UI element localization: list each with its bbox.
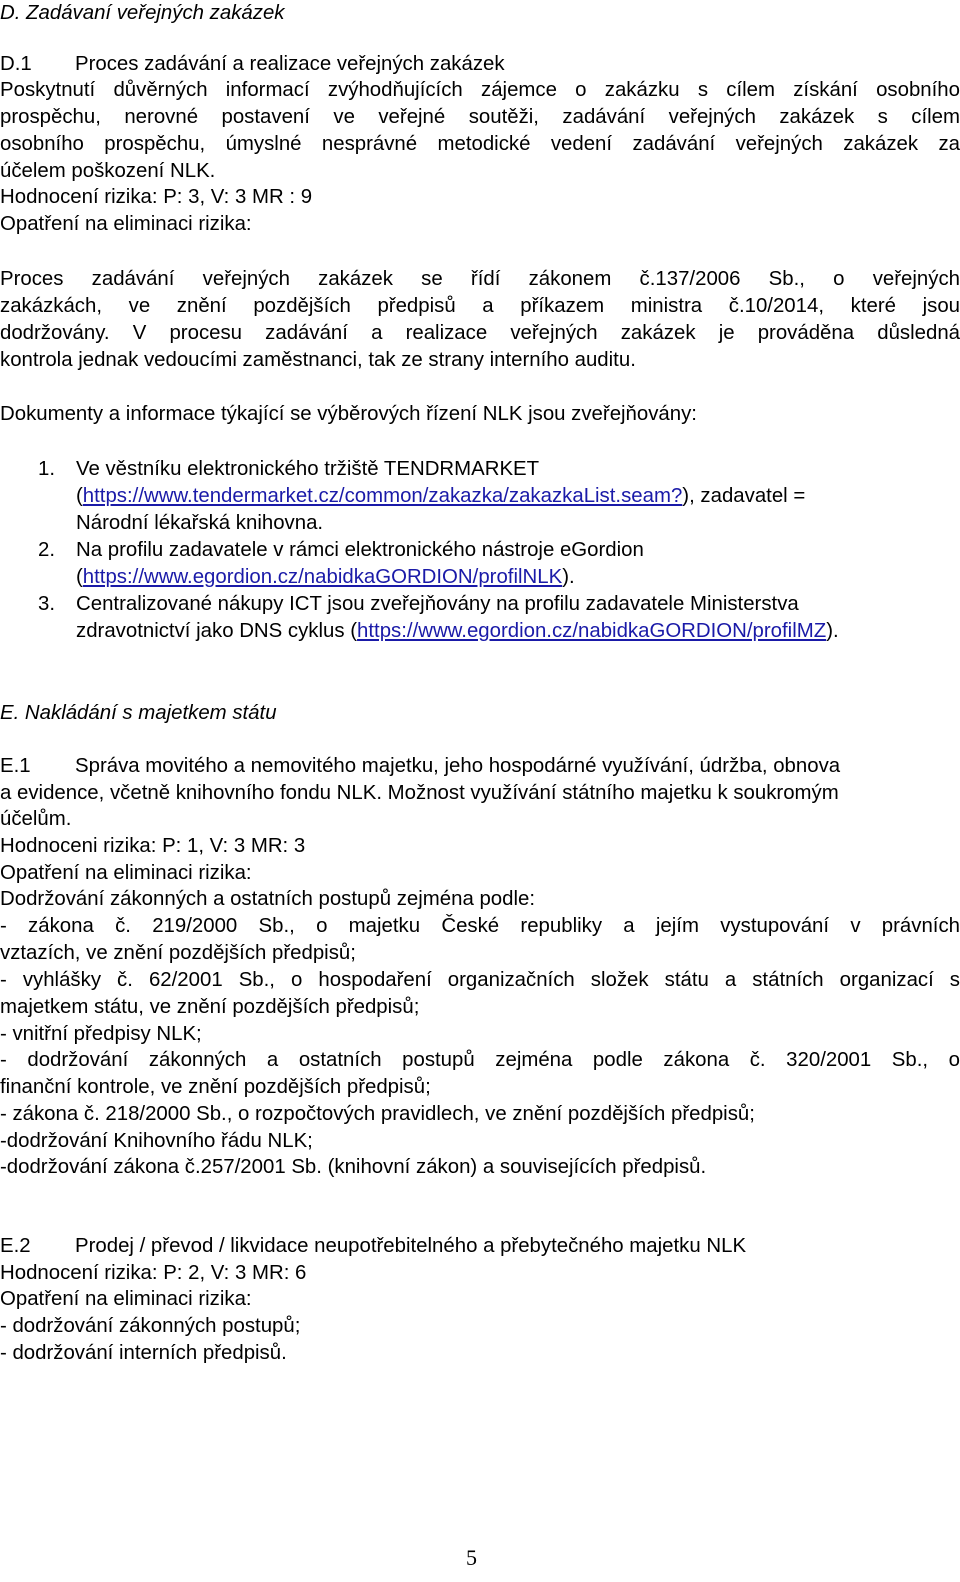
list-item-number: 3. [38, 593, 56, 615]
d1-desc-line: prospěchu, nerovné postavení ve veřejné soutěži, zadávání veřejných zakázek s cílem [0, 106, 960, 128]
e1-title-line [0, 753, 840, 779]
list-item-text: ), zadavatel = [682, 485, 806, 507]
d1-body-line: zakázkách, ve znění pozdějších předpisů a příkazem ministra č.10/2014, které jsou [0, 295, 960, 317]
list-item-text: Na profilu zadavatele v rámci elektronického nástroje eGordion [76, 539, 644, 561]
e2-risk-rating: Hodnocení rizika: P: 2, V: 3 MR: 6 [0, 1262, 307, 1284]
e1-title: Správa movitého a nemovitého majetku, jeho hospodárné využívání, údržba, obnova [75, 755, 841, 777]
e1-body-line: - zákona č. 219/2000 Sb., o majetku České republiky a jejím vystupování v právních [0, 915, 960, 937]
e1-desc-line: účelům. [0, 808, 72, 830]
d1-title-line [0, 51, 505, 77]
e1-body-line: vztazích, ve znění pozdějších předpisů; [0, 942, 356, 964]
e1-body-line: - vyhlášky č. 62/2001 Sb., o hospodaření organizačních složek státu a státních organizací s [0, 969, 960, 991]
e1-body-line: -dodržování zákona č.257/2001 Sb. (knihovní zákon) a souvisejících předpisů. [0, 1156, 707, 1178]
list-item-link-line: (https://www.egordion.cz/nabidkaGORDION/profilNLK). [76, 566, 575, 588]
e2-title-line [0, 1233, 746, 1259]
e1-risk-rating: Hodnoceni rizika: P: 1, V: 3 MR: 3 [0, 835, 306, 857]
e1-body-line: -dodržování Knihovního řádu NLK; [0, 1130, 313, 1152]
list-item-number: 1. [38, 458, 56, 480]
e1-body-line: - vnitřní předpisy NLK; [0, 1023, 202, 1045]
d1-measures-label: Opatření na eliminaci rizika: [0, 213, 252, 235]
e1-body-line: finanční kontrole, ve znění pozdějších předpisů; [0, 1076, 431, 1098]
list-item-link-line [76, 618, 839, 644]
d1-body-line: kontrola jednak vedoucími zaměstnanci, tak ze strany interního auditu. [0, 349, 636, 371]
d1-number: D.1 [0, 53, 32, 75]
section-d-heading: D. Zadávaní veřejných zakázek [0, 2, 285, 24]
e2-measures-label: Opatření na eliminaci rizika: [0, 1288, 252, 1310]
d1-desc-line: účelem poškození NLK. [0, 160, 216, 182]
d1-desc-line: Poskytnutí důvěrných informací zvýhodňujících zájemce o zakázku s cílem získání osobního [0, 79, 960, 101]
e1-body-line: - dodržování zákonných a ostatních postupů zejména podle zákona č. 320/2001 Sb., o [0, 1049, 960, 1071]
egordion-mz-link[interactable]: https://www.egordion.cz/nabidkaGORDION/profilMZ [357, 620, 827, 642]
d1-body-line: Proces zadávání veřejných zakázek se řídí zákonem č.137/2006 Sb., o veřejných [0, 268, 960, 290]
e2-body-line: - dodržování zákonných postupů; [0, 1315, 301, 1337]
d1-risk-rating: Hodnocení rizika: P: 3, V: 3 MR : 9 [0, 186, 313, 208]
list-item-text: Ve věstníku elektronického tržiště TENDRMARKET [76, 458, 540, 480]
d1-title: Proces zadávání a realizace veřejných zakázek [75, 53, 505, 75]
e1-number: E.1 [0, 755, 31, 777]
page-number: 5 [466, 1545, 477, 1570]
e1-body-line: Dodržování zákonných a ostatních postupů zejména podle: [0, 888, 536, 910]
d1-docs-intro: Dokumenty a informace týkající se výběrových řízení NLK jsou zveřejňovány: [0, 403, 697, 425]
e1-desc-line: a evidence, včetně knihovního fondu NLK. Možnost využívání státního majetku k soukromým [0, 782, 839, 804]
list-item-text: Centralizované nákupy ICT jsou zveřejňovány na profilu zadavatele Ministerstva [76, 593, 799, 615]
e2-body-line: - dodržování interních předpisů. [0, 1342, 287, 1364]
list-item-text: zdravotnictví jako DNS cyklus ( [76, 620, 358, 642]
e1-body-line: - zákona č. 218/2000 Sb., o rozpočtových pravidlech, ve znění pozdějších předpisů; [0, 1103, 755, 1125]
section-e-heading: E. Nakládání s majetkem státu [0, 702, 277, 724]
d1-body-line: dodržovány. V procesu zadávání a realizace veřejných zakázek je prováděna důsledná [0, 322, 960, 344]
egordion-nlk-link[interactable]: https://www.egordion.cz/nabidkaGORDION/profilNLK [82, 566, 563, 588]
e2-number: E.2 [0, 1235, 31, 1257]
e2-title: Prodej / převod / likvidace neupotřebitelného a přebytečného majetku NLK [75, 1235, 747, 1257]
e1-body-line: majetkem státu, ve znění pozdějších předpisů; [0, 996, 420, 1018]
e1-measures-label: Opatření na eliminaci rizika: [0, 862, 252, 884]
list-item-number: 2. [38, 539, 56, 561]
list-item-link-line: (https://www.tendermarket.cz/common/zakazka/zakazkaList.seam?), zadavatel = [76, 485, 806, 507]
list-item-text: ). [826, 620, 839, 642]
list-item-text: Národní lékařská knihovna. [76, 512, 324, 534]
d1-desc-line: osobního prospěchu, úmyslné nesprávné metodické vedení zadávání veřejných zakázek za [0, 133, 960, 155]
list-item-text: ). [562, 566, 575, 588]
tendermarket-link[interactable]: https://www.tendermarket.cz/common/zakazka/zakazkaList.seam? [82, 485, 683, 507]
